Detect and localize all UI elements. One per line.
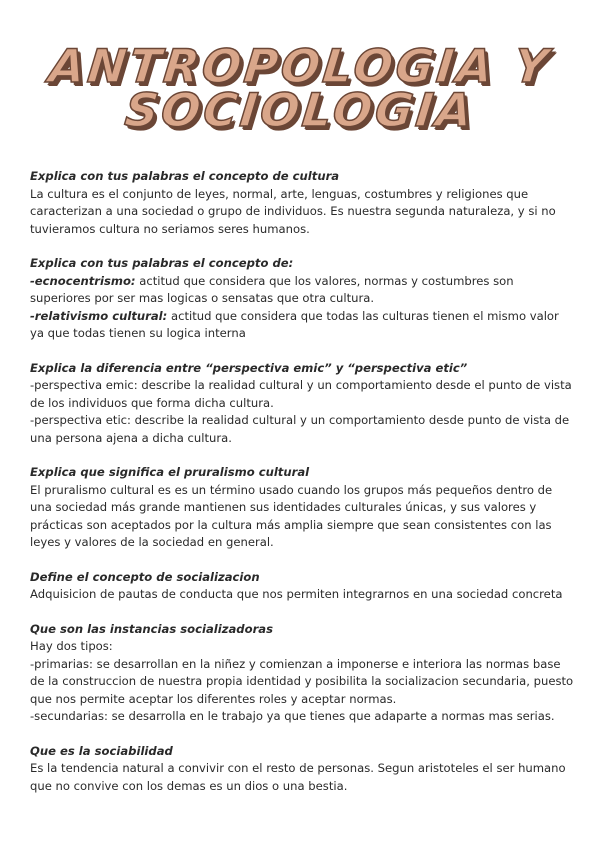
section-instancias <box>30 621 575 726</box>
answer-text: -primarias: se desarrollan en la niñez y comienzan a imponerse e interiora las normas base de la construccion de nuestra propia identidad y posibilita la socializacion secundaria, puesto que nos permite aceptar los diferentes roles y aceptar normas. <box>30 656 574 706</box>
section-emic-etic <box>30 360 575 448</box>
question-heading: Explica que significa el pruralismo cultural <box>30 465 310 479</box>
question-heading: Que son las instancias socializadoras <box>30 621 274 636</box>
question-heading: Que es la sociabilidad <box>30 743 173 758</box>
answer-text <box>30 308 575 343</box>
term-definition: actitud que considera que los valores, normas y costumbres son superiores por ser mas logicas o sensatas que otra cultura. <box>30 273 514 305</box>
title-line-2: SOCIOLOGIA <box>122 83 478 137</box>
answer-text: El pruralismo cultural es es un término usado cuando los grupos más pequeños dentro de una sociedad más grande mantienen sus identidades culturales únicas, y sus valores y prácticas son aceptados por la cultura más amplia siempre que sean consistentes con las leyes y valores de la sociedad en general. <box>30 482 553 549</box>
section-socializacion <box>30 569 575 604</box>
term-definition: actitud que considera que todas las culturas tienen el mismo valor ya que todas tienen su logica interna <box>30 308 559 340</box>
answer-text: Hay dos tipos: <box>30 639 113 653</box>
answer-text: Adquisicion de pautas de conducta que nos permiten integrarnos en una sociedad concreta <box>30 587 563 601</box>
document-body <box>30 168 575 812</box>
answer-text: -secundarias: se desarrolla en le trabajo ya que tienes que adaparte a normas mas serias. <box>30 709 555 723</box>
answer-text: La cultura es el conjunto de leyes, normal, arte, lenguas, costumbres y religiones que caracterizan a una sociedad o grupo de individuos. Es nuestra segunda naturaleza, y si no tuvieramos cultura no seriamos seres humanos. <box>30 186 556 236</box>
term-label: -ecnocentrismo: <box>30 273 136 288</box>
term-label: -relativismo cultural: <box>30 308 168 323</box>
question-heading: Define el concepto de socializacion <box>30 569 260 584</box>
question-heading: Explica con tus palabras el concepto de: <box>30 256 294 270</box>
section-sociabilidad <box>30 743 575 796</box>
section-cultura <box>30 168 575 238</box>
answer-text: -perspectiva emic: describe la realidad cultural y un comportamiento desde el punto de vista de los individuos que forma dicha cultura. <box>30 378 572 410</box>
question-heading: Explica con tus palabras el concepto de cultura <box>30 169 340 183</box>
section-conceptos <box>30 255 575 343</box>
title-line-1: ANTROPOLOGIA Y <box>46 39 554 93</box>
answer-text: Es la tendencia natural a convivir con el resto de personas. Segun aristoteles el ser humano que no convive con los demas es un dios o una bestia. <box>30 761 566 793</box>
answer-text <box>30 273 575 308</box>
answer-text: -perspectiva etic: describe la realidad cultural y un comportamiento desde punto de vista de una persona ajena a dicha cultura. <box>30 413 570 445</box>
question-heading: Explica la diferencia entre “perspectiva emic” y “perspectiva etic” <box>30 360 468 375</box>
section-pruralismo <box>30 464 575 552</box>
page-title <box>0 39 600 137</box>
